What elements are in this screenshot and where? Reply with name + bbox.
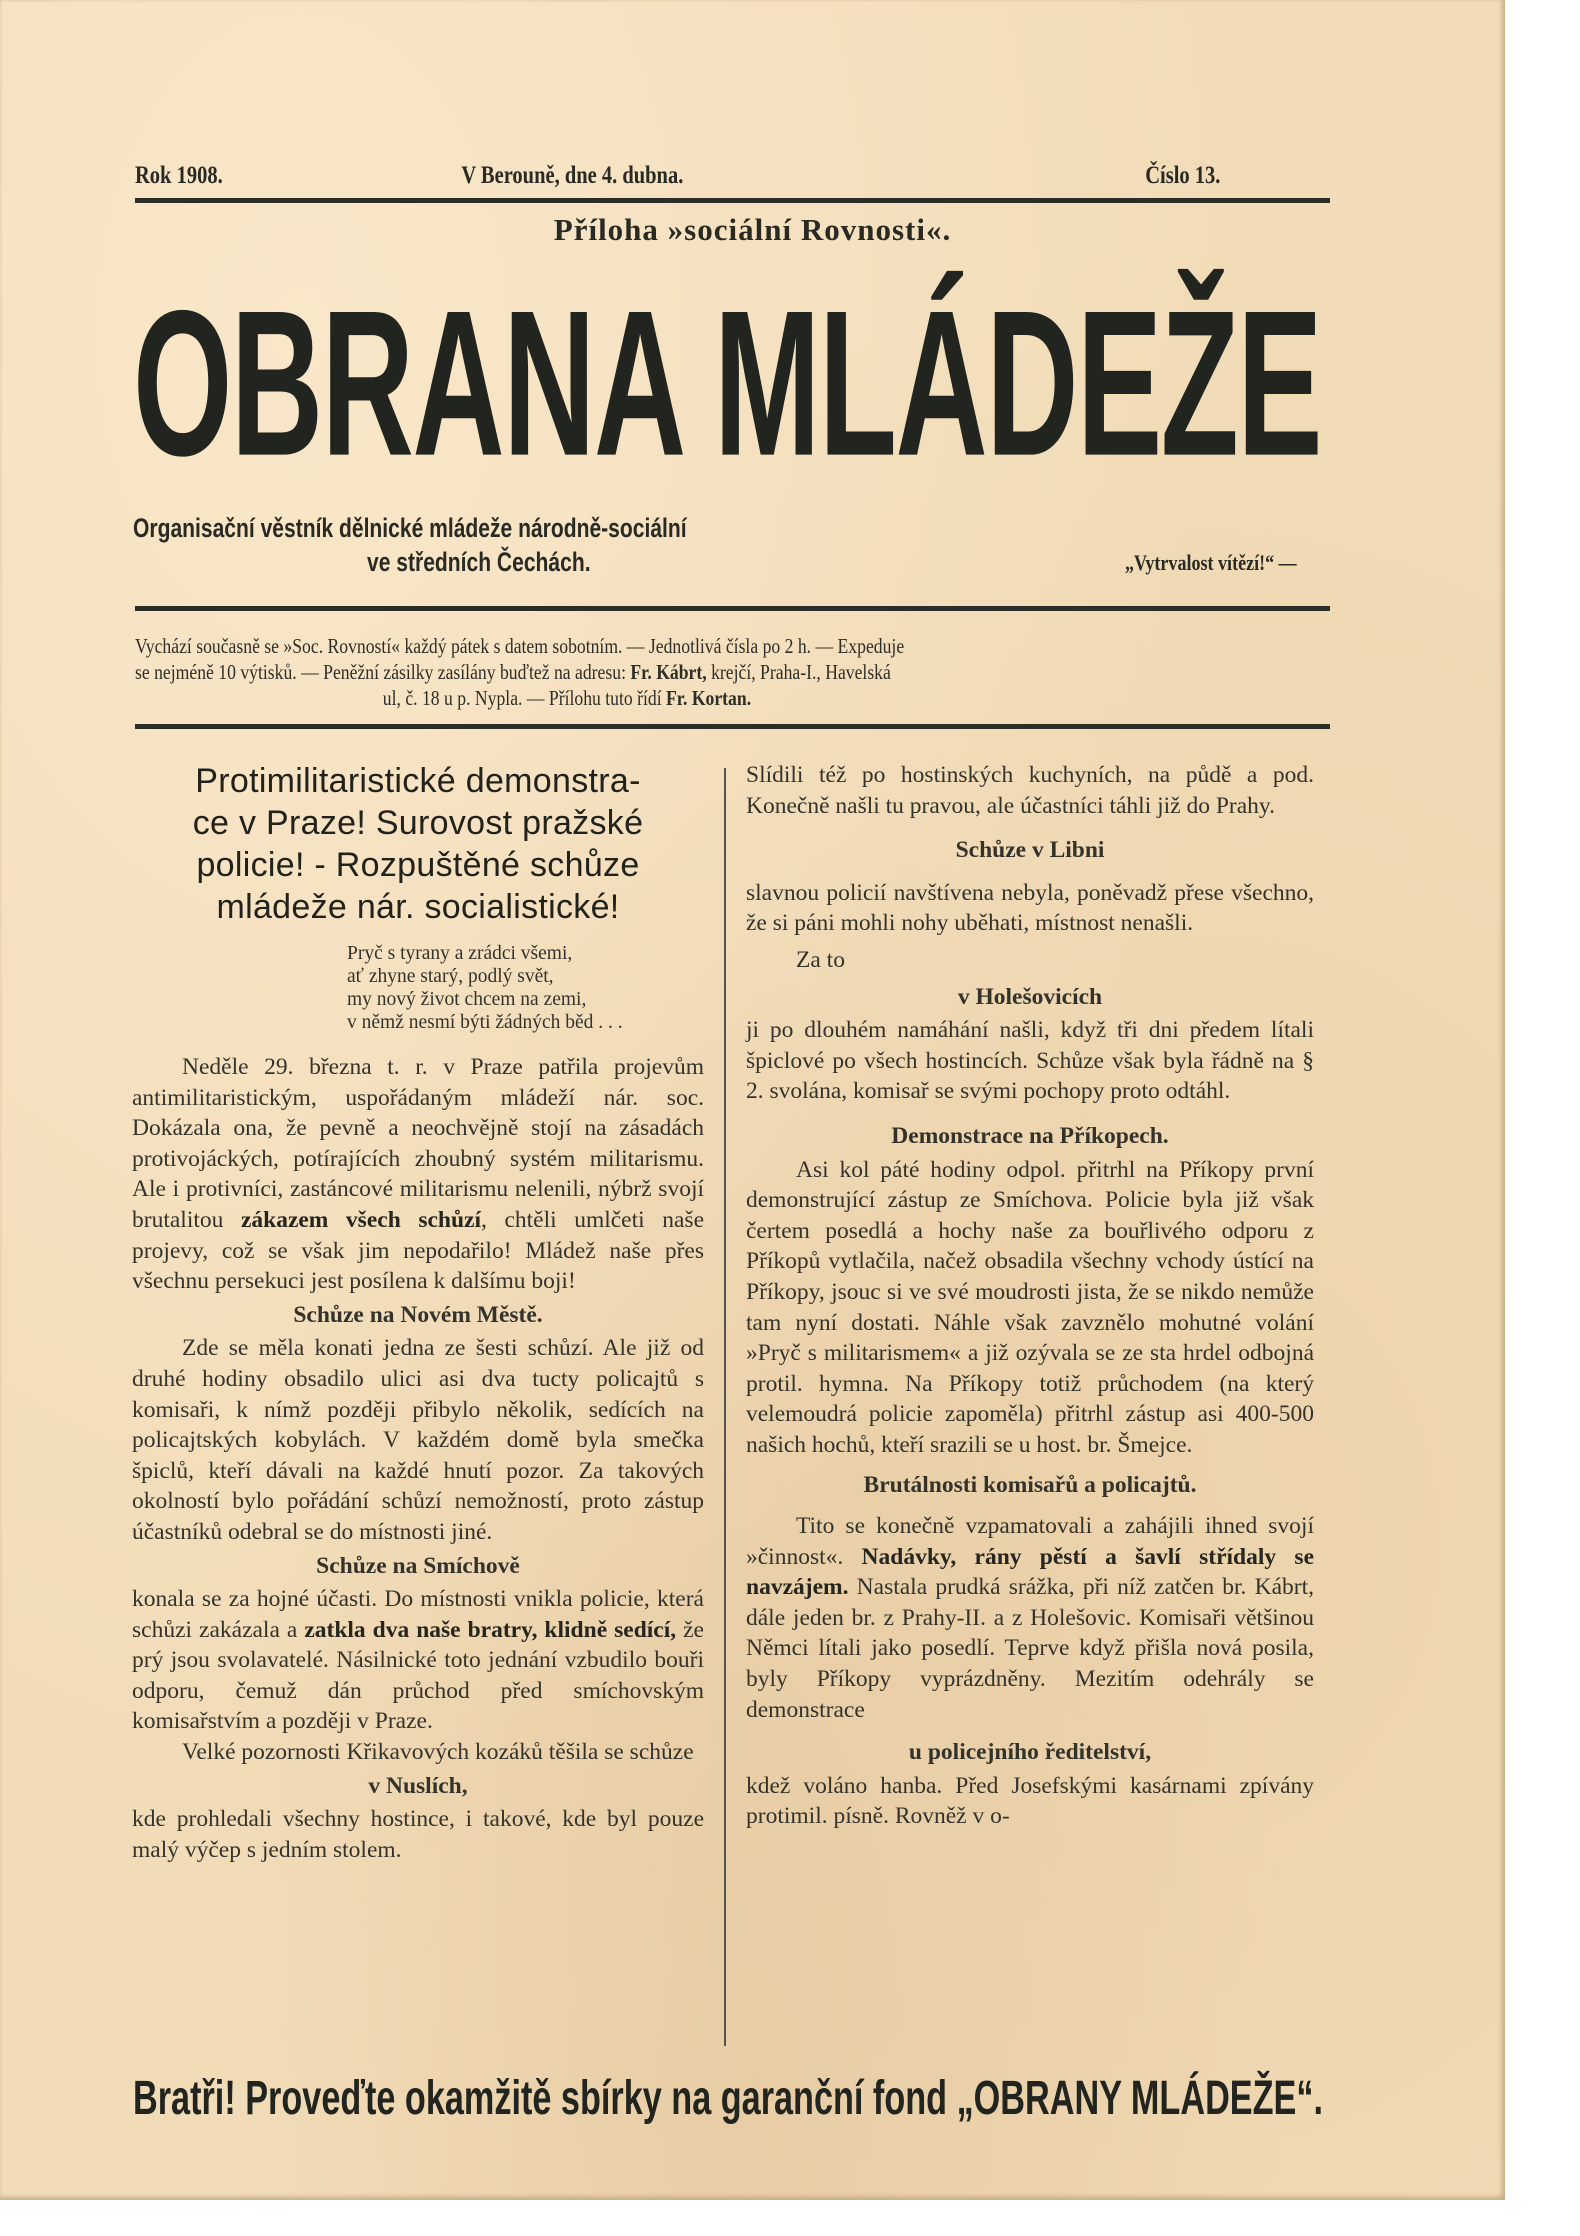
column-separator: [724, 768, 726, 2046]
smichov-paragraph: [132, 1584, 704, 1737]
issue-number: Číslo 13.: [1145, 162, 1221, 189]
poem-line: my nový život chcem na zemi,: [347, 989, 587, 1010]
info-text: ul, č. 18 u p. Nypla. — Přílohu tuto řídí: [382, 686, 667, 710]
info-line-2: [135, 659, 1139, 685]
column-left: [132, 760, 704, 1865]
krikava-paragraph: Velké pozornosti Křikavových kozáků těšila se schůze: [182, 1739, 694, 1766]
column-right: [746, 760, 1314, 1832]
paragraph-text: konala se za hojné účasti. Do místnosti vnikla policie, která schůzi zakázala a: [132, 1586, 704, 1643]
section-heading-holesovice: v Holešovicích: [957, 983, 1103, 1010]
appeal-text: Bratři! Proveďte okamžitě sbírky na garanční fond „OBRANY MLÁDEŽE“.: [133, 2070, 1323, 2125]
liben-paragraph: slavnou policií navštívena nebyla, poněvadž přese všechno, že si páni mohli nohy uběhati, místnost nenašli.: [746, 879, 1314, 937]
section-heading-nusle: v Nuslích,: [368, 1772, 468, 1799]
slidili-paragraph: Slídili též po hostinských kuchyních, na půdě a pod. Konečně našli tu pravou, ale účastníci táhli již do Prahy.: [746, 762, 1314, 819]
paragraph-text: že prý jsou svolavatelé. Násilnické toto jednání vzbudilo bouři odporu, čemuž dán průchod před smíchovským komisařstvím a později v Praze.: [132, 1616, 704, 1735]
subtitle-line-2: ve středních Čechách.: [367, 547, 591, 577]
paragraph-text: Neděle 29. března t. r. v Praze patřila projevům antimilitaristickým, uspořádaným mládeží nár. soc. Dokázala ona, že pevně a neochvějně stojí na zásadách protivojáckých, potírajících zhoubný systém militarismu. Ale i protivníci, zastáncové militarismu nelenili, nýbrž svojí brutalitou: [132, 1054, 704, 1233]
article-headline: [132, 760, 704, 928]
intro-paragraph: [132, 1052, 704, 1297]
info-text: krejčí, Praha-I., Havelská: [706, 660, 891, 684]
headline-line: ce v Praze! Surovost pražské: [192, 804, 644, 842]
editor-name: Fr. Kortan.: [666, 686, 752, 710]
prikopy-paragraph: Asi kol páté hodiny odpol. přitrhl na Příkopy první demonstrující zástup ze Smíchova. Policie byla již však čertem posedlá a hochy naše za bouřlivého odporu z Příkopů vytlačila, načež obsadila všechny vchody ústící na Příkopy, jsouc si ve své moudrosti jista, že se nikdo nemůže tam nyní dostati. Náhle však zavznělo mohutné volání »Pryč s militarismem« a již ozývala se ze sta hrdel odbojná protil. hymna. Na Příkopy totiž průchodem (na který velemoudrá policie zapoměla) přitrhl zástup asi 400-500 našich hochů, kteří srazili se u host. br. Šmejce.: [746, 1156, 1314, 1458]
poem-line: ať zhyne starý, podlý svět,: [347, 966, 554, 987]
headline-line: mládeže nár. socialistické!: [216, 888, 620, 926]
paragraph-text: , chtěli umlčeti naše projevy, což se však jim nepodařilo! Mládež naše přes všechnu persekuci jest posílena k dalšímu boji!: [132, 1206, 704, 1295]
section-heading-prikopy: Demonstrace na Příkopech.: [891, 1122, 1169, 1149]
section-heading-liben: Schůze v Libni: [955, 837, 1105, 864]
poem-line: v němž nesmí býti žádných běd . . .: [347, 1012, 623, 1033]
reditelstvi-paragraph: kdež voláno hanba. Před Josefskými kasárnami zpívány protimil. písně. Rovněž v o-: [746, 1772, 1314, 1830]
headline-line: policie! - Rozpuštěné schůze: [196, 846, 640, 884]
paragraph-text: Tito se konečně vzpamatovali a zahájili ihned svojí »činnost«.: [746, 1513, 1314, 1570]
section-heading-smichov: Schůze na Smíchově: [316, 1552, 520, 1579]
section-heading-nove-mesto: Schůze na Novém Městě.: [293, 1301, 543, 1328]
paragraph-text: Nastala prudká srážka, při níž zatčen br. Kábrt, dále jeden br. z Prahy-II. a z Holešovic. Komisaři většinou Němci lítali jako posedlí. Teprve když přišla nová posila, byly Příkopy vyprázdněny. Mezitím odehrály se demonstrace: [746, 1574, 1314, 1723]
emphasis-text: zákazem všech schůzí: [240, 1206, 481, 1233]
info-rule: [135, 724, 1330, 729]
place-date: V Berouně, dne 4. dubna.: [461, 162, 684, 189]
motto: „Vytrvalost vítězí!“ —: [1125, 550, 1297, 575]
brutalnosti-paragraph: [746, 1511, 1314, 1725]
headline-line: Protimilitaristické demonstra-: [195, 762, 641, 800]
emphasis-text: zatkla dva naše bratry, klidně sedící,: [304, 1616, 677, 1643]
info-line-3: [135, 685, 1139, 711]
masthead-title-text: OBRANA MLÁDEŽE: [133, 267, 1321, 500]
emphasis-text: Nadávky, rány pěstí a šavlí střídaly se navzájem.: [746, 1543, 1314, 1601]
nusle-paragraph: kde prohledali všechny hostince, i takové, kde byl pouze malý výčep s jedním stolem.: [132, 1806, 704, 1863]
section-heading-brutalnosti: Brutálnosti komisařů a policajtů.: [863, 1472, 1197, 1499]
za-to-text: Za to: [796, 946, 845, 973]
year: Rok 1908.: [135, 162, 223, 189]
nove-mesto-paragraph: Zde se měla konati jedna ze šesti schůzí. Ale již od druhé hodiny obsadilo ulici asi dva tucty policajtů s komisaři, k nímž později přibylo několik, sedících na policajtských kobylách. V každém domě byla smečka špiclů, kteří dávali na každé hnutí pozor. Za takových okolností bylo pořádání schůzí nemožností, proto zástup účastníků odebral se do místnosti jiné.: [132, 1335, 704, 1545]
masthead-rule: [135, 606, 1330, 611]
header-rule: [135, 198, 1330, 203]
fundraising-appeal: [133, 2068, 1323, 2128]
info-text: se nejméně 10 výtisků. — Peněžní zásilky zasílány buďtež na adresu:: [135, 660, 631, 684]
holesovice-paragraph: ji po dlouhém namáhání našli, když tři dni předem lítali špiclové po všech hostincích. Schůze však byla řádně na § 2. svolána, komisař se svými pochopy proto odtáhl.: [746, 1017, 1314, 1105]
epigraph-poem: [347, 942, 704, 1034]
poem-line: Pryč s tyrany a zrádci všemi,: [347, 943, 573, 964]
issue-info-line: [135, 162, 1221, 194]
publisher-name: Fr. Kábrt,: [630, 660, 707, 684]
info-line-1: Vychází současně se »Soc. Rovností« každý pátek s datem sobotním. — Jednotlivá čísla po 2 h. — Expeduje: [135, 634, 905, 658]
section-heading-reditelstvi: u policejního ředitelství,: [908, 1739, 1152, 1766]
masthead-title: [133, 267, 1321, 500]
publication-info: [135, 633, 1330, 711]
supplement-note: Příloha »sociální Rovnosti«.: [553, 212, 952, 247]
subtitle-line-1: Organisační věstník dělnické mládeže národně-sociální: [133, 513, 687, 543]
